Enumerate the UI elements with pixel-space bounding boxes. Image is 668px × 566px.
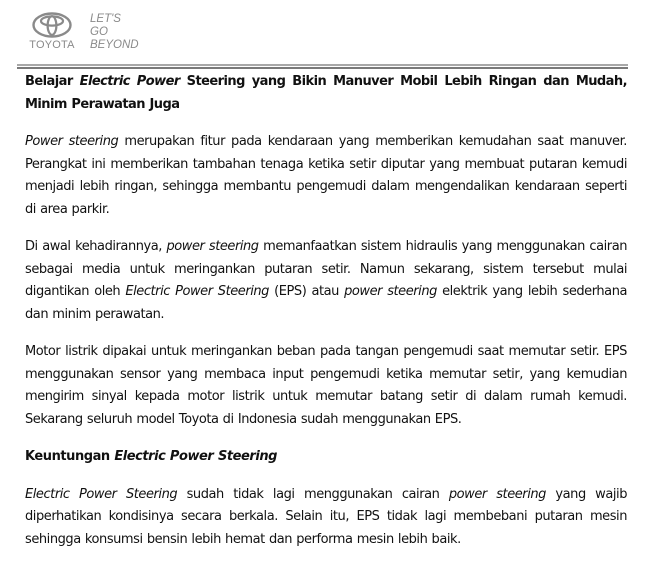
slogan-line-3: BEYOND bbox=[90, 39, 139, 51]
article-title: Belajar Electric Power Steering yang Bikin Manuver Mobil Lebih Ringan dan Mudah, Minim Perawatan Juga bbox=[25, 74, 627, 112]
paragraph-2: Di awal kehadirannya, power steering memanfaatkan sistem hidraulis yang menggunakan cairan sebagai media untuk meringankan putaran setir. Namun sekarang, sistem tersebut mulai digantikan oleh Electric Power Steering (EPS) atau power steering elektrik yang lebih sederhana dan minim perawatan. bbox=[25, 239, 628, 322]
article-body bbox=[25, 71, 627, 566]
toyota-logo bbox=[24, 12, 80, 51]
slogan-line-1: LET'S bbox=[90, 13, 121, 25]
paragraph-3: Motor listrik dipakai untuk meringankan beban pada tangan pengemudi saat memutar setir. EPS menggunakan sensor yang membaca input pengemudi ketika memutar setir, yang kemudian mengirim sinyal kepada motor listrik untuk memutar batang setir di dalam rumah kemudi. Sekarang seluruh model Toyota di Indonesia sudah menggunakan EPS. bbox=[25, 344, 627, 427]
paragraph-1: Power steering merupakan fitur pada kendaraan yang memberikan kemudahan saat manuver. Perangkat ini memberikan tambahan tenaga ketika setir diputar yang membuat putaran kemudi menjadi lebih ringan, sehingga membantu pengemudi dalam mengendalikan kendaraan seperti di area parkir. bbox=[25, 134, 627, 217]
toyota-emblem-icon bbox=[32, 12, 72, 38]
section-subheading: Keuntungan Electric Power Steering bbox=[25, 449, 277, 464]
toyota-wordmark: TOYOTA bbox=[29, 39, 75, 51]
header-divider bbox=[17, 64, 628, 69]
paragraph-4: Electric Power Steering sudah tidak lagi menggunakan cairan power steering yang wajib diperhatikan kondisinya secara berkala. Selain itu, EPS tidak lagi membebani putaran mesin sehingga konsumsi bensin lebih hemat dan performa mesin lebih baik. bbox=[25, 486, 628, 547]
slogan bbox=[90, 13, 139, 52]
slogan-line-2: GO bbox=[90, 26, 108, 38]
page-header bbox=[24, 12, 139, 54]
